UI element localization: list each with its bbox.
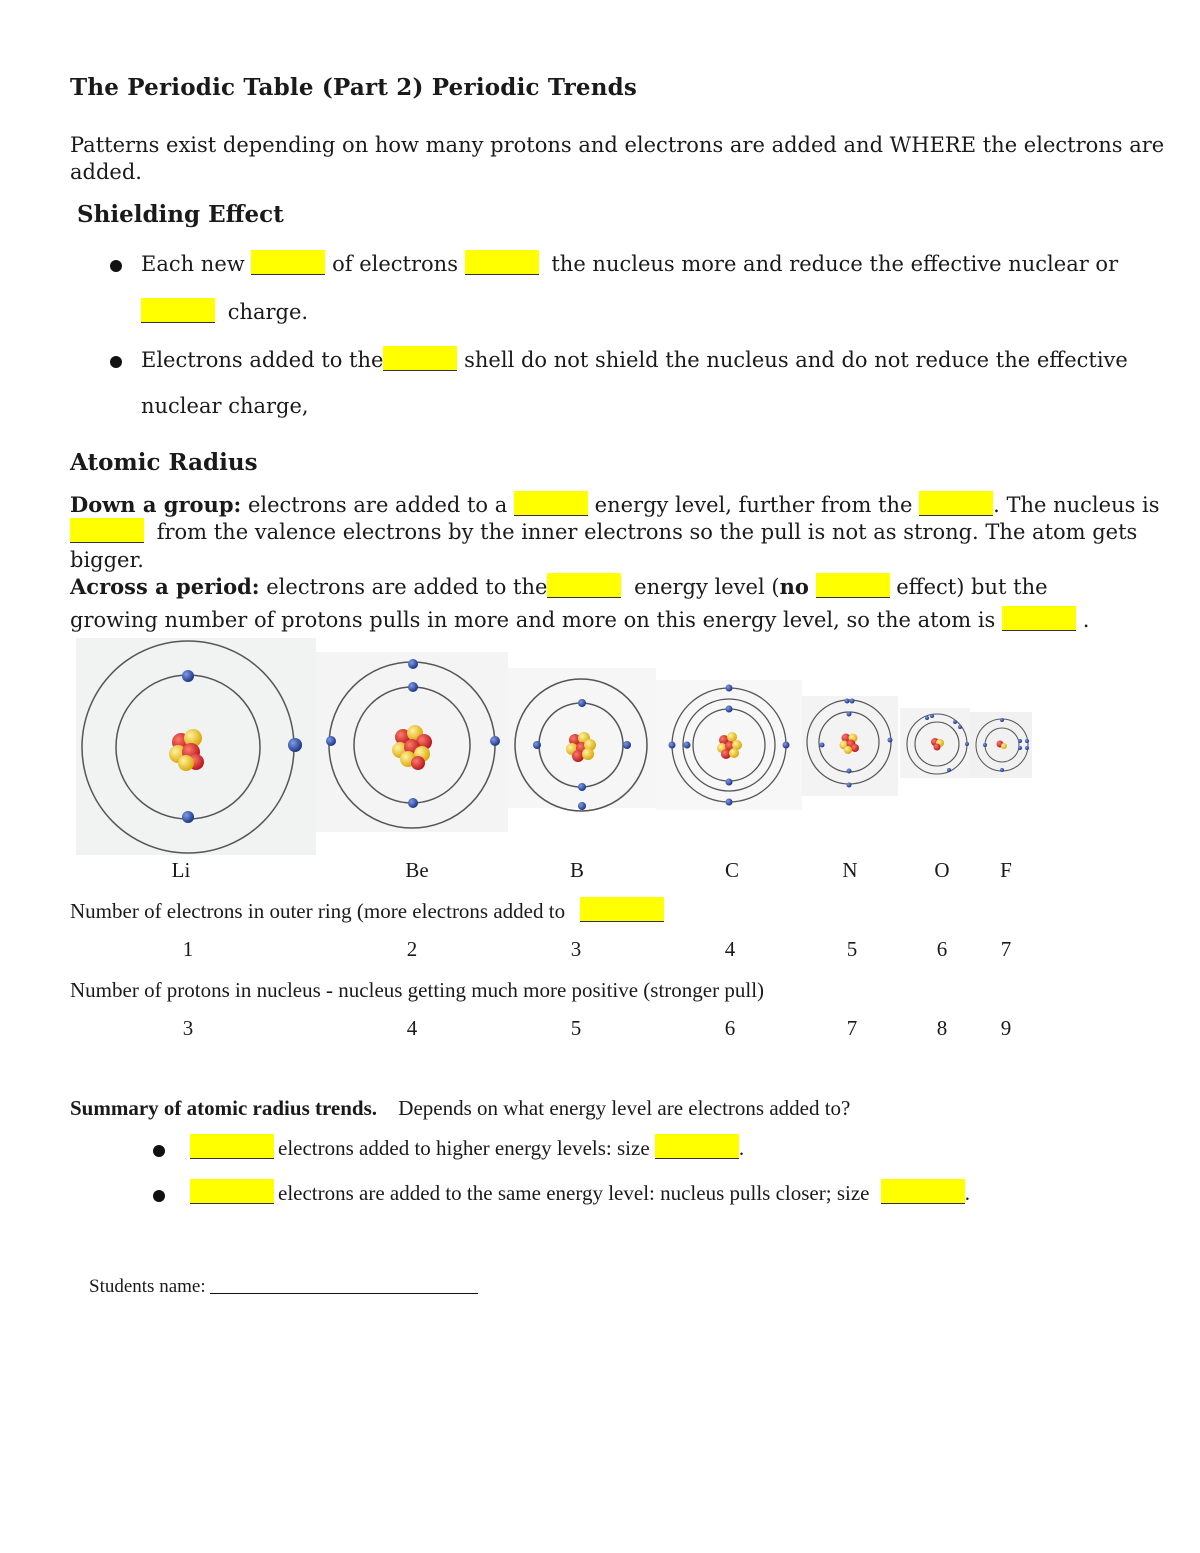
text: electrons are added to a	[247, 493, 508, 517]
proton-count: 3	[182, 1016, 194, 1040]
text: charge.	[227, 300, 309, 324]
blank-field[interactable]	[655, 1134, 739, 1159]
blank-field[interactable]	[881, 1179, 965, 1204]
text: .	[964, 1181, 970, 1205]
element-label: F	[1000, 858, 1012, 882]
text: electrons are added to the same energy level: nucleus pulls closer; size	[278, 1181, 870, 1205]
summary-label: Summary of atomic radius trends.	[70, 1096, 378, 1120]
proton-count: 7	[846, 1016, 858, 1040]
element-label: B	[569, 858, 584, 882]
summary-line	[70, 1094, 850, 1122]
electron-count: 6	[936, 937, 948, 961]
proton-count: 8	[936, 1016, 948, 1040]
text: .	[738, 1136, 745, 1160]
text: shell do not shield the nucleus and do not reduce the effective	[464, 348, 1128, 372]
summary-bullet-1	[190, 1134, 744, 1162]
electron-count: 1	[182, 937, 194, 961]
proton-count: 5	[570, 1016, 582, 1040]
electron-count: 7	[1000, 937, 1012, 961]
atomic-radius-heading: Atomic Radius	[70, 449, 258, 476]
proton-count: 9	[1000, 1016, 1012, 1040]
protons-row-label: Number of protons in nucleus - nucleus getting much more positive (stronger pull)	[70, 978, 765, 1002]
text: electrons added to higher energy levels: size	[278, 1136, 650, 1160]
element-label: Li	[171, 858, 191, 882]
blank-field[interactable]	[190, 1179, 274, 1204]
element-label: C	[724, 858, 739, 882]
element-label: N	[842, 858, 858, 882]
element-label: Be	[405, 858, 429, 882]
text: of electrons	[332, 252, 458, 276]
shielding-heading: Shielding Effect	[77, 201, 284, 228]
text: energy level, further from the	[594, 493, 913, 517]
text: effect) but the	[896, 575, 1048, 599]
text: the nucleus more and reduce the effective nuclear or	[551, 252, 1119, 276]
bullet-icon	[153, 1145, 165, 1157]
text: from the valence electrons by the inner electrons so the pull is not as strong. The atom gets	[156, 520, 1138, 544]
element-label: O	[934, 858, 950, 882]
blank-field[interactable]	[580, 897, 664, 922]
summary-bullet-2	[190, 1179, 970, 1207]
summary-question: Depends on what energy level are electrons added to?	[398, 1096, 851, 1120]
down-group-line-3: bigger.	[70, 548, 144, 572]
text: energy level (	[634, 575, 780, 599]
text: Number of electrons in outer ring (more electrons added to	[70, 899, 566, 923]
blank-field[interactable]	[190, 1134, 274, 1159]
text: electrons are added to the	[266, 575, 548, 599]
proton-count: 4	[406, 1016, 418, 1040]
down-group-label: Down a group:	[70, 492, 242, 517]
electron-count: 3	[570, 937, 582, 961]
bullet-icon	[153, 1190, 165, 1202]
text: Electrons added to the	[141, 348, 384, 372]
shielding-bullet-2-cont: nuclear charge,	[141, 394, 309, 418]
page-title: The Periodic Table (Part 2) Periodic Trends	[70, 74, 638, 101]
intro-line-1: Patterns exist depending on how many protons and electrons are added and WHERE the electrons are	[70, 133, 1165, 157]
across-period-label: Across a period:	[70, 574, 260, 599]
text: growing number of protons pulls in more and more on this energy level, so the atom is	[70, 608, 996, 632]
electron-count: 4	[724, 937, 736, 961]
student-name-field[interactable]	[210, 1275, 478, 1294]
student-name-line	[89, 1275, 478, 1298]
intro-line-2: added.	[70, 160, 142, 184]
electrons-row-label	[70, 897, 664, 925]
student-name-label: Students name:	[89, 1276, 206, 1297]
electron-count: 5	[846, 937, 858, 961]
text-no: no	[779, 574, 809, 599]
proton-count: 6	[724, 1016, 736, 1040]
text: . The nucleus is	[993, 493, 1160, 517]
text: .	[1082, 608, 1090, 632]
electron-count: 2	[406, 937, 418, 961]
text: Each new	[141, 252, 245, 276]
